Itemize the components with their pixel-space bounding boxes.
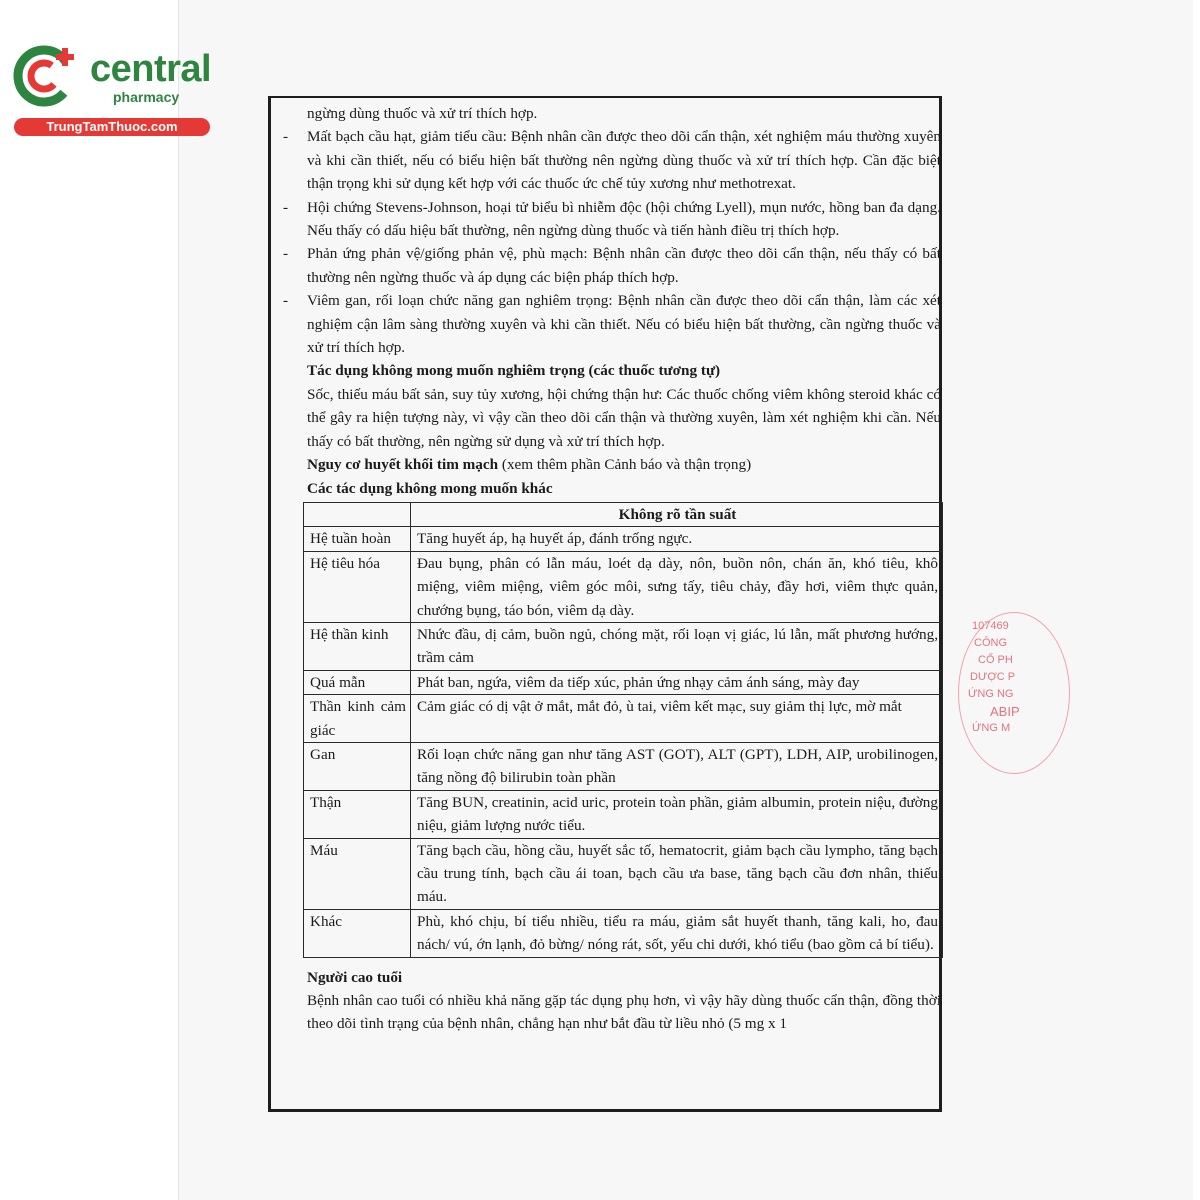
table-header-cell: [304, 502, 411, 526]
stamp-line: ABIP: [990, 704, 1020, 719]
lead-line: ngừng dùng thuốc và xử trí thích hợp.: [307, 105, 538, 122]
cardiovascular-note: (xem thêm phần Cảnh báo và thận trọng): [498, 456, 752, 474]
adverse-effects-table: [303, 502, 943, 958]
logo-mark-icon: [10, 36, 90, 116]
stamp-line: 107469: [972, 620, 1009, 632]
elderly-text: Bệnh nhân cao tuổi có nhiều khả năng gặp tác dụng phụ hơn, vì vậy hãy dùng thuốc cẩn thận, đồng thời theo dõi tình trạng của bệnh nhân, chẳng hạn như bắt đầu từ liều nhỏ (5 mg x 1: [307, 992, 941, 1033]
table-row: [304, 551, 943, 622]
list-dash: -: [283, 292, 289, 310]
list-dash: -: [283, 245, 289, 263]
table-cell-system: Khác: [304, 909, 411, 957]
list-item: [283, 242, 941, 289]
company-stamp: [966, 618, 1026, 768]
other-effects-heading: Các tác dụng không mong muốn khác: [307, 479, 553, 497]
stamp-line: CỔ PH: [978, 654, 1013, 666]
table-row: [304, 838, 943, 909]
table-header-cell: Không rõ tần suất: [411, 502, 943, 526]
table-cell-system: Hệ tuần hoàn: [304, 527, 411, 551]
table-header-row: [304, 502, 943, 526]
table-row: [304, 670, 943, 694]
table-row: [304, 695, 943, 743]
stamp-line: ỨNG M: [972, 722, 1011, 734]
table-cell-system: Máu: [304, 838, 411, 909]
cardiovascular-heading: Nguy cơ huyết khối tim mạch: [307, 456, 499, 474]
cardiovascular-line: [307, 453, 941, 476]
list-item-text: Mất bạch cầu hạt, giảm tiểu cầu: Bệnh nhân cần được theo dõi cẩn thận, xét nghiệm máu thường xuyên và khi cần thiết, nếu có biểu hiện bất thường nên ngừng dùng thuốc và xử trí thích hợp. Cần đặc biệt thận trọng khi sử dụng kết hợp với các thuốc ức chế tủy xương như methotrexat.: [307, 128, 941, 193]
list-item-text: Viêm gan, rối loạn chức năng gan nghiêm trọng: Bệnh nhân cần được theo dõi cẩn thận, làm các xét nghiệm cận lâm sàng thường xuyên và khi cần thiết. Nếu có biểu hiện bất thường, cần ngừng thuốc và xử trí thích hợp.: [307, 292, 941, 357]
table-cell-effects: Phát ban, ngứa, viêm da tiếp xúc, phản ứng nhạy cảm ánh sáng, mày đay: [411, 670, 943, 694]
list-dash: -: [283, 198, 289, 216]
central-pharmacy-logo: [10, 36, 220, 136]
list-dash: -: [283, 128, 289, 146]
stamp-line: CÔNG: [974, 637, 1007, 649]
stamp-line: DƯỢC P: [970, 671, 1016, 683]
table-cell-system: Gan: [304, 742, 411, 790]
table-cell-effects: Phù, khó chịu, bí tiểu nhiều, tiểu ra máu, giảm sắt huyết thanh, tăng kali, ho, đau nách/ vú, ớn lạnh, đỏ bừng/ nóng rát, sốt, yếu chi dưới, khó tiểu (bao gồm cả bí tiểu).: [411, 909, 943, 957]
table-row: [304, 909, 943, 957]
table-row: [304, 790, 943, 838]
list-item: [283, 289, 941, 359]
table-cell-effects: Nhức đầu, dị cảm, buồn ngủ, chóng mặt, rối loạn vị giác, lú lẫn, mất phương hướng, trầm cảm: [411, 622, 943, 670]
list-item: [283, 125, 941, 195]
table-cell-system: Thận: [304, 790, 411, 838]
table-cell-system: Hệ thần kinh: [304, 622, 411, 670]
list-item-text: Phản ứng phản vệ/giống phản vệ, phù mạch: Bệnh nhân cần được theo dõi cẩn thận, nếu thấy có bất thường nên ngừng thuốc và áp dụng các biện pháp thích hợp.: [307, 245, 941, 286]
table-row: [304, 527, 943, 551]
document-frame: [268, 96, 942, 1112]
table-cell-effects: Tăng bạch cầu, hồng cầu, huyết sắc tố, hematocrit, giảm bạch cầu lympho, tăng bạch cầu trung tính, bạch cầu ái toan, bạch cầu ưa base, tăng bạch cầu đơn nhân, thiếu máu.: [411, 838, 943, 909]
table-cell-system: Hệ tiêu hóa: [304, 551, 411, 622]
table-cell-effects: Tăng BUN, creatinin, acid uric, protein toàn phần, giảm albumin, protein niệu, đường niệu, giảm lượng nước tiểu.: [411, 790, 943, 838]
table-cell-effects: Cảm giác có dị vật ở mắt, mắt đỏ, ù tai, viêm kết mạc, suy giảm thị lực, mờ mắt: [411, 695, 943, 743]
table-cell-effects: Rối loạn chức năng gan như tăng AST (GOT), ALT (GPT), LDH, AIP, urobilinogen, tăng nồng độ bilirubin toàn phần: [411, 742, 943, 790]
table-row: [304, 622, 943, 670]
logo-subtitle: pharmacy: [113, 89, 180, 105]
serious-effects-heading: Tác dụng không mong muốn nghiêm trọng (các thuốc tương tự): [307, 362, 721, 380]
table-cell-system: Thần kinh cảm giác: [304, 695, 411, 743]
stamp-line: ỨNG NG: [968, 688, 1014, 700]
logo-site-badge: TrungTamThuoc.com: [14, 118, 210, 136]
table-cell-effects: Đau bụng, phân có lẫn máu, loét dạ dày, nôn, buồn nôn, chán ăn, khó tiêu, khô miệng, viêm miệng, viêm góc môi, sưng tấy, tiêu chảy, đầy hơi, viêm thực quản, chướng bụng, táo bón, viêm dạ dày.: [411, 551, 943, 622]
document-content: [283, 102, 941, 1036]
table-cell-effects: Tăng huyết áp, hạ huyết áp, đánh trống ngực.: [411, 527, 943, 551]
serious-effects-text: Sốc, thiếu máu bất sản, suy tủy xương, hội chứng thận hư: Các thuốc chống viêm không steroid khác có thể gây ra hiện tượng này, vì vậy cần theo dõi cẩn thận và thường xuyên, làm xét nghiệm khi cần. Nếu thấy có bất thường, nên ngừng sử dụng và xử trí thích hợp.: [307, 385, 941, 450]
elderly-heading: Người cao tuổi: [307, 968, 403, 986]
list-item-text: Hội chứng Stevens-Johnson, hoại tử biểu bì nhiễm độc (hội chứng Lyell), mụn nước, hồng ban đa dạng. Nếu thấy có dấu hiệu bất thường, nên ngừng dùng thuốc và tiến hành điều trị thích hợp.: [307, 198, 941, 240]
table-row: [304, 742, 943, 790]
table-cell-system: Quá mẫn: [304, 670, 411, 694]
logo-brand-text: central: [90, 48, 212, 90]
list-item: [283, 196, 941, 243]
